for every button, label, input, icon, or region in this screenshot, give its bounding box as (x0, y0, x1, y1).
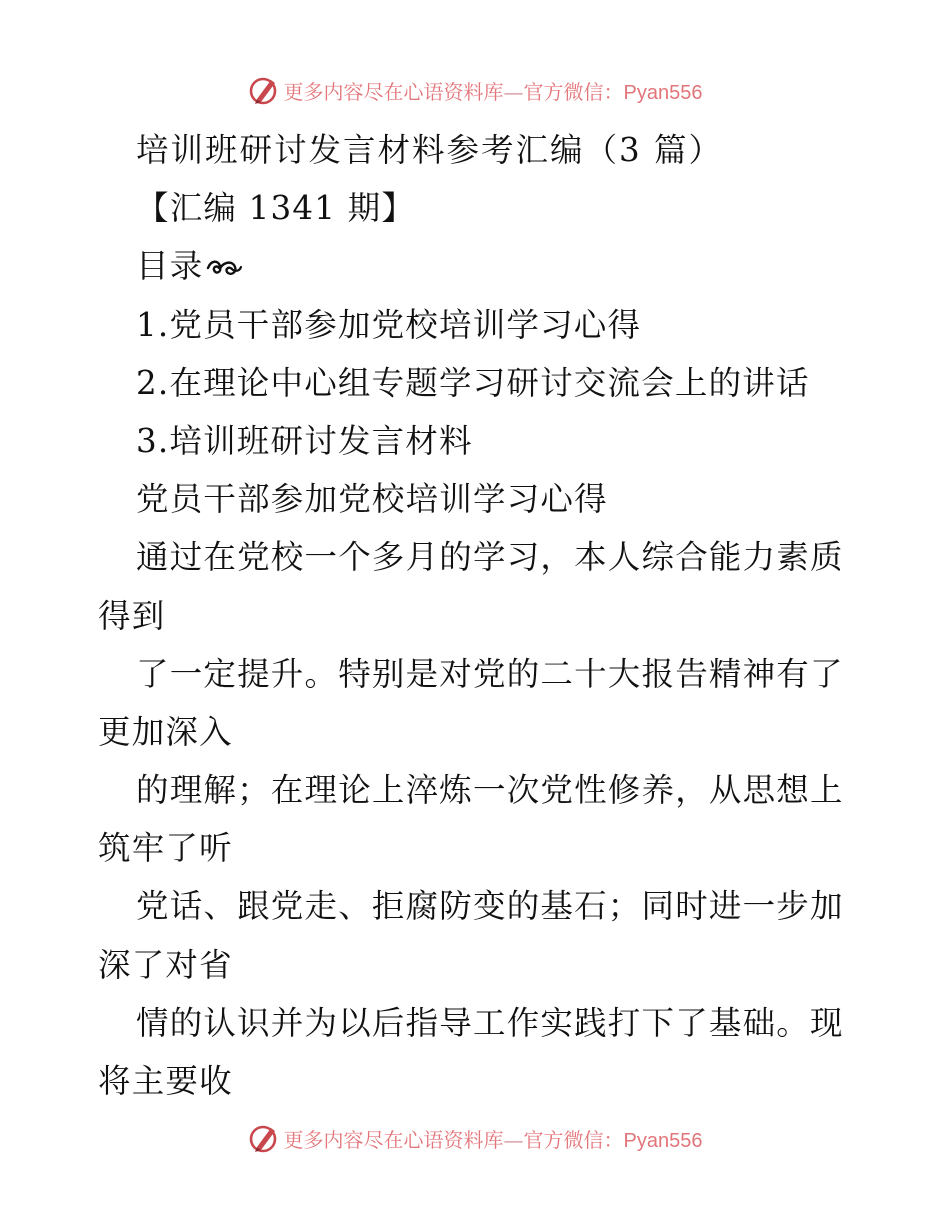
issue-number: 【汇编 1341 期】 (136, 189, 416, 228)
toc-item: 3.培训班研讨发言材料 (136, 421, 473, 460)
toc-label: 目录 (136, 247, 204, 286)
toc-item: 2.在理论中心组专题学习研讨交流会上的讲话 (136, 363, 810, 402)
watermark-text: 更多内容尽在心语资料库—官方微信：Pyan556 (283, 1127, 703, 1152)
paragraph-line: 党话、跟党走、拒腐防变的基石；同时进一步加 (136, 887, 844, 926)
document-title: 培训班研讨发言材料参考汇编（3 篇） (136, 131, 724, 169)
section-title: 党员干部参加党校培训学习心得 (136, 480, 608, 519)
paragraph-line: 情的认识并为以后指导工作实践打下了基础。现 (136, 1003, 844, 1042)
paragraph-line: 筑牢了听 (98, 829, 233, 868)
header-watermark (0, 70, 950, 110)
toc-heading (98, 237, 858, 295)
pen-logo-icon (248, 74, 280, 106)
pen-logo-icon (248, 1122, 280, 1154)
paragraph-line: 更加深入 (98, 712, 233, 751)
paragraph-line: 了一定提升。特别是对党的二十大报告精神有了 (136, 654, 844, 693)
paragraph-line: 将主要收 (98, 1062, 233, 1100)
footer-watermark (0, 1118, 950, 1158)
swirl-ornament-icon (205, 255, 243, 279)
toc-item: 1.党员干部参加党校培训学习心得 (136, 305, 642, 344)
paragraph-line: 通过在党校一个多月的学习，本人综合能力素质 (136, 538, 844, 577)
paragraph-line: 深了对省 (98, 945, 233, 984)
document-body (98, 121, 858, 1110)
paragraph-line: 的理解；在理论上淬炼一次党性修养，从思想上 (136, 771, 844, 810)
watermark-text: 更多内容尽在心语资料库—官方微信：Pyan556 (283, 79, 703, 104)
paragraph-line: 得到 (98, 596, 166, 635)
